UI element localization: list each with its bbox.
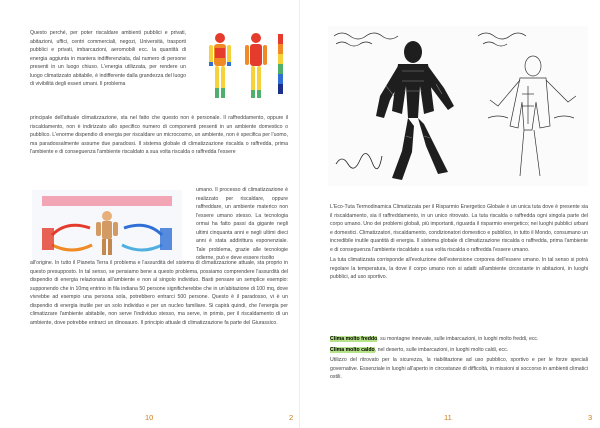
right-paragraph-2: La tuta climatizzata corrisponde all'evoluzione dell'estensione corporea dell'essere umano. In tal senso si potrà regolare la temperatura, la dove il corpo umano non si adatti all'ambiente circostante in abitazioni, in luoghi pubblici, ad uso sportivo. xyxy=(330,257,588,280)
left-full-paragraph: principale dell'attuale climatizzazione, sta nel fatto che questo non è personale. Il raffreddamento, oppure il riscaldamento, non è indirizzato allo specifico numero di componenti presenti in un ambiente domestico o pubblico. L'enorme dispendio di energia per riscaldare un microcosmo, un ambiente, non è specifica per l'uomo, ma paradossalmente assume due paradossi. Il sistema globale di climatizzazione riscalda o raffredda, prima l'ambiente e di conseguenza l'ambiente riscaldato a sua volta riscalda o raffredda l'essere xyxy=(30,115,288,155)
page-number-left: 10 xyxy=(145,413,154,422)
right-paragraph-3: Utilizzo del ritrovato per la sicurezza, la riabilitazione ad uso pubblico, sportivo e per le forze speciali governative. Essenziale in luoghi all'aperto in circostanze di difficoltà, in missioni si soccorso in ambienti climatici ostili. xyxy=(330,357,588,380)
left-full-text xyxy=(30,114,288,159)
diagram-header-band xyxy=(42,196,172,206)
bullet-hot-label: Clima molto caldo xyxy=(330,346,375,353)
thermal-silhouette-front xyxy=(209,33,231,98)
bullet-hot-text: , nel deserto, sulle imbarcazioni, in luoghi molto caldi, ecc. xyxy=(374,346,509,353)
bullet-hot xyxy=(330,346,588,355)
right-page xyxy=(300,0,600,428)
right-bullets xyxy=(330,335,588,384)
corner-number-left: 2 xyxy=(289,413,294,422)
page-number-right: 11 xyxy=(444,413,452,422)
bullet-cold-label: Clima molto freddo xyxy=(330,336,378,342)
left-col1-text xyxy=(30,29,186,91)
bullet-cold-text: , su montagne innevate, sulle imbarcazioni, in luoghi molto freddi, ecc. xyxy=(377,336,539,342)
left-col2-paragraph: umano. Il processo di climatizzazione è realizzato per riscaldare, oppure raffreddare, un ambiente materico non l'essere umano stesso. La tecnologia ormai ha fatto passi da gigante negli ultimi cinquanta anni e negli ultimi dieci anni è stata addirittura esponenziale. Tale problema, grazie alle tecnologie odierne, può e deve essere risolto xyxy=(196,187,288,261)
left-col2-text xyxy=(196,186,288,265)
left-bottom-text xyxy=(30,259,288,329)
bullet-cold xyxy=(330,335,588,344)
thermal-body-figure xyxy=(200,30,290,108)
right-para1 xyxy=(330,203,588,284)
left-bottom-paragraph: all'origine. In tutto il Pianeta Terra il problema e l'assurdità del sistema di climatizzazione attuale, sta proprio in questo presupposto. In tal senso, se pensiamo bene a questo problema, possiamo comprendere l'assurdità del dispendio di energia relazionata all'ambiente e non al singolo individuo. Basti pensare un semplice esempio: supponendo che in 10mq entrino in fila indiana 50 persone significherebbe che in un'abitazione di 100 mq, dove vivrebbe ad esempio una persona sola, potrebbero entrarci 500 persone. Questo è il paradosso, vi è un dispendio di energia inutile per un solo individuo e per un nucleo familiare. Si capirà quindi, che l'energia per climatizzare l'ambiente abitabile, non serve l'individuo stesso, ma serve, in primis, per il riscaldamento di un ambiente, dove potrebbe entrarci un dinosauro. Il principio attuale di climatizzazione fa parte del Giurassico. xyxy=(30,260,288,326)
left-col1-paragraph: Questo perché, per poter riscaldare ambienti pubblici e privati, abitazioni, uffici, centri commerciali, negozi, Università, trasporti pubblici e privati, imbarcazioni, aeromobili ecc. la quantità di energia aggiunta in maniera indifferenziata, dal numero di persone presenti in un luogo chiuso. L'energia utilizzata, per rendere un luogo climatizzato abitabile, è indifferente dalla grandezza del luogo di vivibilità degli esseri umani. Il problema xyxy=(30,30,186,87)
corner-number-right: 3 xyxy=(588,413,593,422)
climatization-diagram xyxy=(32,190,182,260)
thermal-color-scale xyxy=(278,34,283,94)
right-paragraph-1: L'Eco-Tuta Termodinamica Climatizzata per il Risparmio Energetico Globale è un unica tuta dove è presente sia il riscaldamento, sia il raffreddamento, in un unico ritrovato. La tuta riscalda o raffredda ogni singola parte del corpo umano. Uno dei problemi globali, più importanti, riguarda il risparmio energetico; nei luoghi pubblici urbani e domestici. Climatizzatori, riscaldamento, condizionatori domestico e pubblico, in tutto il Mondo, consumano un incredibile inutile quantità di energia. Il sistema globale di climatizzazione riscalda o raffredda, prima l'ambiente e di conseguenza l'ambiente riscaldato a sua volta riscalda o raffredda l'essere umano. xyxy=(330,204,588,253)
eco-suit-sketch xyxy=(328,26,588,186)
thermal-silhouette-back xyxy=(245,33,267,98)
